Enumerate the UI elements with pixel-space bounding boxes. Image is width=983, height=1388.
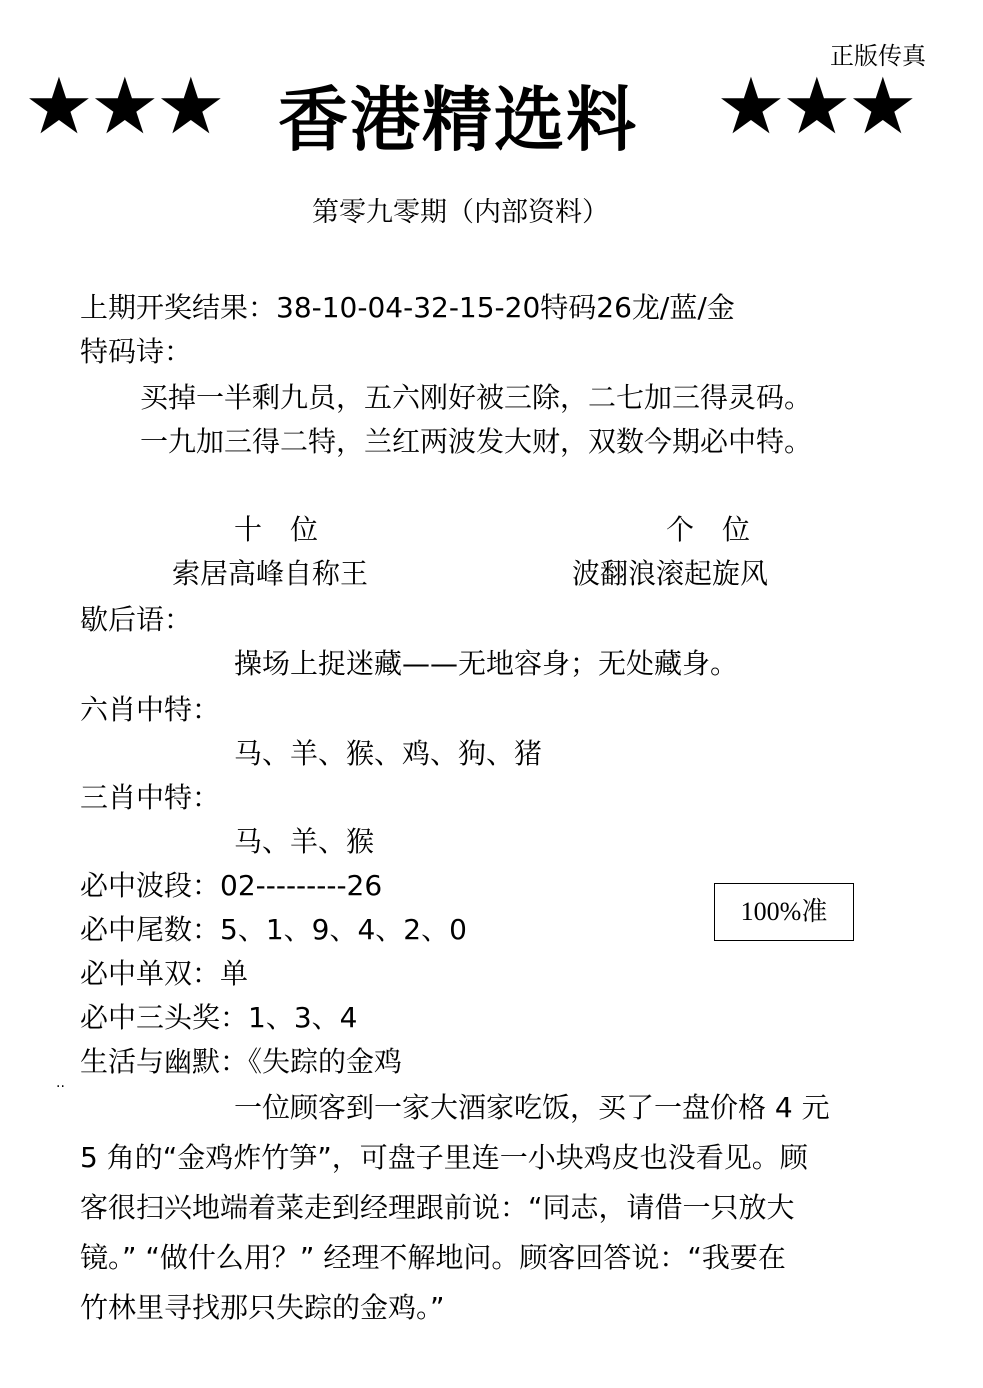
issue-subtitle: 第零九零期（内部资料）	[312, 197, 609, 228]
accuracy-badge: 100%准	[714, 883, 854, 941]
story-line-5: 竹林里寻找那只失踪的金鸡。”	[80, 1291, 445, 1324]
xiehouyu-label: 歇后语：	[80, 603, 193, 636]
story-line-4: 镜。” “做什么用？” 经理不解地问。顾客回答说：“我要在	[80, 1241, 786, 1274]
poem-line-1: 买掉一半剩九员，五六刚好被三除，二七加三得灵码。	[140, 381, 813, 414]
pick-odd-even: 必中单双：单	[80, 957, 249, 990]
poem-line-2: 一九加三得二特，兰红两波发大财，双数今期必中特。	[140, 425, 813, 458]
humor-label: 生活与幽默：《失踪的金鸡	[80, 1045, 403, 1078]
last-results: 上期开奖结果：38-10-04-32-15-20特码26龙/蓝/金	[80, 291, 735, 324]
story-line-1: 一位顾客到一家大酒家吃饭，买了一盘价格 4 元	[234, 1091, 830, 1124]
units-label: 个 位	[666, 513, 751, 546]
stray-dots: ..	[56, 1075, 65, 1091]
pick-tail: 必中尾数：5、1、9、4、2、0	[80, 913, 467, 946]
tens-label: 十 位	[234, 513, 319, 546]
corner-note: 正版传真	[830, 42, 926, 70]
six-zodiac-label: 六肖中特：	[80, 693, 221, 726]
stars-left: ★★★	[24, 62, 222, 152]
xiehouyu-text: 操场上捉迷藏——无地容身；无处藏身。	[234, 647, 739, 680]
pick-head: 必中三头奖：1、3、4	[80, 1001, 358, 1034]
stars-right: ★★★	[716, 62, 914, 152]
units-text: 波翻浪滚起旋风	[572, 557, 769, 590]
story-line-3: 客很扫兴地端着菜走到经理跟前说：“同志，请借一只放大	[80, 1191, 795, 1224]
poem-label: 特码诗：	[80, 335, 193, 368]
tens-text: 索居高峰自称王	[172, 557, 369, 590]
page-title: 香港精选料	[278, 79, 638, 161]
pick-wave: 必中波段：02---------26	[80, 869, 383, 902]
six-zodiac-text: 马、羊、猴、鸡、狗、猪	[234, 737, 543, 770]
three-zodiac-text: 马、羊、猴	[234, 825, 375, 858]
three-zodiac-label: 三肖中特：	[80, 781, 221, 814]
story-line-2: 5 角的“金鸡炸竹笋”，可盘子里连一小块鸡皮也没看见。顾	[80, 1141, 808, 1174]
